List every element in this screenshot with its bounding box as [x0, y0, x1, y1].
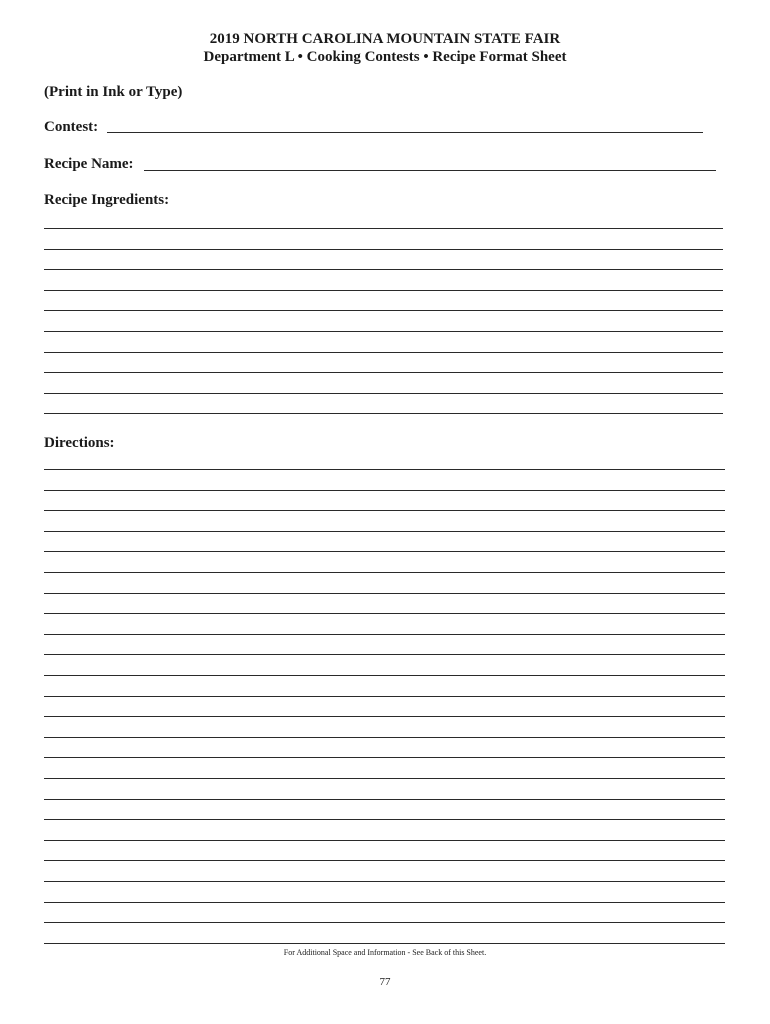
directions-label: Directions: [44, 435, 115, 451]
direction-line[interactable] [44, 819, 725, 820]
direction-line[interactable] [44, 510, 725, 511]
direction-line[interactable] [44, 593, 725, 594]
form-title: 2019 NORTH CAROLINA MOUNTAIN STATE FAIR [209, 31, 561, 47]
direction-line[interactable] [44, 737, 725, 738]
direction-line[interactable] [44, 902, 725, 903]
ingredient-line[interactable] [44, 290, 723, 291]
direction-line[interactable] [44, 654, 725, 655]
ingredient-line[interactable] [44, 249, 723, 250]
recipe-name-field-line[interactable] [144, 170, 716, 171]
print-instruction: (Print in Ink or Type) [44, 84, 183, 100]
direction-line[interactable] [44, 551, 725, 552]
direction-line[interactable] [44, 757, 725, 758]
direction-line[interactable] [44, 943, 725, 944]
ingredient-line[interactable] [44, 228, 723, 229]
contest-label: Contest: [44, 119, 99, 135]
ingredient-line[interactable] [44, 372, 723, 373]
page-number: 77 [379, 976, 391, 988]
direction-line[interactable] [44, 716, 725, 717]
direction-line[interactable] [44, 922, 725, 923]
direction-line[interactable] [44, 675, 725, 676]
direction-line[interactable] [44, 778, 725, 779]
direction-line[interactable] [44, 634, 725, 635]
direction-line[interactable] [44, 572, 725, 573]
direction-line[interactable] [44, 469, 725, 470]
direction-line[interactable] [44, 531, 725, 532]
direction-line[interactable] [44, 799, 725, 800]
ingredients-label: Recipe Ingredients: [44, 192, 170, 208]
direction-line[interactable] [44, 696, 725, 697]
ingredient-line[interactable] [44, 413, 723, 414]
ingredient-line[interactable] [44, 269, 723, 270]
ingredient-line[interactable] [44, 331, 723, 332]
direction-line[interactable] [44, 490, 725, 491]
ingredient-line[interactable] [44, 310, 723, 311]
recipe-name-label: Recipe Name: [44, 156, 134, 172]
direction-line[interactable] [44, 840, 725, 841]
footer-note: For Additional Space and Information - See Back of this Sheet. [283, 948, 487, 957]
form-subtitle: Department L • Cooking Contests • Recipe Format Sheet [203, 49, 567, 65]
direction-line[interactable] [44, 613, 725, 614]
contest-field-line[interactable] [107, 132, 703, 133]
direction-line[interactable] [44, 881, 725, 882]
direction-line[interactable] [44, 860, 725, 861]
ingredient-line[interactable] [44, 393, 723, 394]
ingredient-line[interactable] [44, 352, 723, 353]
